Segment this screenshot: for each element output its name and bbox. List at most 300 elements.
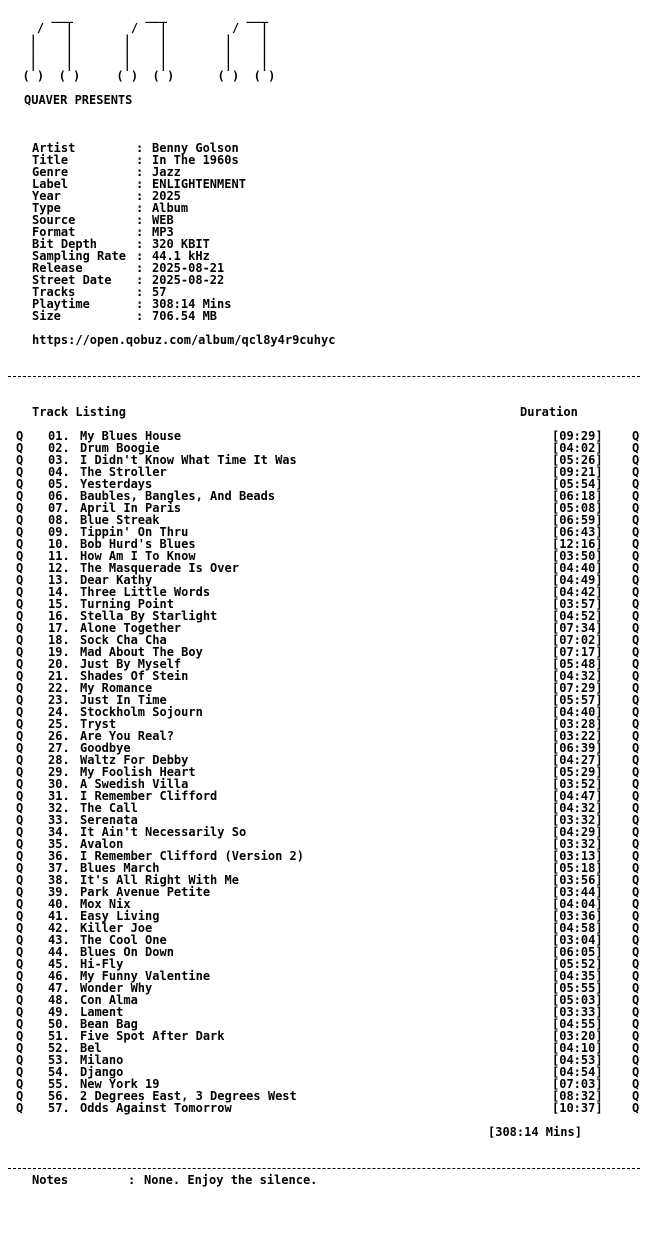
track-duration: [04:29] (552, 825, 603, 839)
info-value: 2025-08-21 (152, 261, 225, 275)
track-marker-left: Q (16, 1065, 24, 1079)
info-value: Album (152, 201, 189, 215)
track-number: 51. (48, 1029, 70, 1043)
track-marker-right: Q (632, 801, 640, 815)
notes-value: None. Enjoy the silence. (144, 1173, 318, 1187)
track-marker-right: Q (632, 825, 640, 839)
track-marker-left: Q (16, 441, 24, 455)
track-number: 52. (48, 1041, 70, 1055)
track-duration: [04:04] (552, 897, 603, 911)
track-title: I Remember Clifford (80, 789, 218, 803)
track-title: Milano (80, 1053, 124, 1067)
track-marker-left: Q (16, 585, 24, 599)
track-number: 02. (48, 441, 70, 455)
track-marker-right: Q (632, 753, 640, 767)
info-colon: : (136, 225, 144, 239)
track-marker-left: Q (16, 525, 24, 539)
track-number: 32. (48, 801, 70, 815)
track-number: 31. (48, 789, 70, 803)
track-number: 13. (48, 573, 70, 587)
track-title: It's All Right With Me (80, 873, 239, 887)
track-duration: [04:27] (552, 753, 603, 767)
track-duration: [04:55] (552, 1017, 603, 1031)
info-label: Size (32, 309, 61, 323)
track-marker-left: Q (16, 909, 24, 923)
track-title: Avalon (80, 837, 124, 851)
track-duration: [03:56] (552, 873, 603, 887)
track-duration: [04:49] (552, 573, 603, 587)
info-value: Benny Golson (152, 141, 239, 155)
track-number: 12. (48, 561, 70, 575)
track-marker-left: Q (16, 849, 24, 863)
track-marker-right: Q (632, 597, 640, 611)
track-duration: [07:17] (552, 645, 603, 659)
track-title: Park Avenue Petite (80, 885, 211, 899)
info-value: ENLIGHTENMENT (152, 177, 246, 191)
track-number: 53. (48, 1053, 70, 1067)
track-title: Blue Streak (80, 513, 160, 527)
info-row (8, 142, 644, 154)
track-number: 54. (48, 1065, 70, 1079)
info-row (8, 178, 644, 190)
track-marker-left: Q (16, 981, 24, 995)
info-value: 320 KBIT (152, 237, 210, 251)
info-value: Jazz (152, 165, 181, 179)
track-title: Blues On Down (80, 945, 174, 959)
total-duration-row (8, 1126, 644, 1138)
track-marker-left: Q (16, 477, 24, 491)
track-duration: [03:52] (552, 777, 603, 791)
track-number: 49. (48, 1005, 70, 1019)
info-row (8, 310, 644, 322)
separator-line (8, 1162, 644, 1174)
track-number: 45. (48, 957, 70, 971)
track-marker-right: Q (632, 741, 640, 755)
track-duration: [06:18] (552, 489, 603, 503)
track-duration: [12:16] (552, 537, 603, 551)
track-marker-right: Q (632, 933, 640, 947)
track-marker-right: Q (632, 633, 640, 647)
track-marker-right: Q (632, 1029, 640, 1043)
info-colon: : (136, 297, 144, 311)
track-duration: [03:20] (552, 1029, 603, 1043)
total-duration: [308:14 Mins] (488, 1125, 582, 1139)
track-title: Django (80, 1065, 124, 1079)
track-marker-right: Q (632, 585, 640, 599)
track-title: Serenata (80, 813, 138, 827)
track-duration: [05:48] (552, 657, 603, 671)
track-duration: [10:37] (552, 1101, 603, 1115)
track-duration: [05:18] (552, 861, 603, 875)
track-marker-left: Q (16, 801, 24, 815)
track-marker-right: Q (632, 453, 640, 467)
track-marker-right: Q (632, 861, 640, 875)
duration-heading: Duration (520, 405, 578, 419)
track-duration: [04:32] (552, 669, 603, 683)
track-title: The Stroller (80, 465, 167, 479)
track-marker-right: Q (632, 1089, 640, 1103)
track-marker-right: Q (632, 1053, 640, 1067)
info-colon: : (136, 309, 144, 323)
track-list (8, 430, 644, 1114)
track-marker-left: Q (16, 693, 24, 707)
track-duration: [03:33] (552, 1005, 603, 1019)
track-duration: [04:47] (552, 789, 603, 803)
track-duration: [03:32] (552, 813, 603, 827)
track-duration: [05:03] (552, 993, 603, 1007)
track-duration: [05:52] (552, 957, 603, 971)
track-number: 41. (48, 909, 70, 923)
track-title: The Cool One (80, 933, 167, 947)
track-number: 48. (48, 993, 70, 1007)
track-marker-right: Q (632, 573, 640, 587)
track-title: Stella By Starlight (80, 609, 218, 623)
track-marker-right: Q (632, 489, 640, 503)
info-label: Source (32, 213, 76, 227)
track-marker-left: Q (16, 813, 24, 827)
info-row (8, 190, 644, 202)
track-marker-left: Q (16, 765, 24, 779)
track-duration: [03:22] (552, 729, 603, 743)
track-marker-left: Q (16, 633, 24, 647)
track-marker-left: Q (16, 561, 24, 575)
track-title: My Blues House (80, 429, 182, 443)
release-info (8, 142, 644, 322)
info-colon: : (136, 261, 144, 275)
track-number: 22. (48, 681, 70, 695)
track-marker-right: Q (632, 621, 640, 635)
track-marker-left: Q (16, 657, 24, 671)
track-marker-left: Q (16, 621, 24, 635)
track-number: 42. (48, 921, 70, 935)
track-marker-left: Q (16, 777, 24, 791)
info-row (8, 286, 644, 298)
info-label: Release (32, 261, 83, 275)
track-title: Shades Of Stein (80, 669, 189, 683)
track-duration: [05:08] (552, 501, 603, 515)
track-title: Con Alma (80, 993, 138, 1007)
track-marker-right: Q (632, 1041, 640, 1055)
track-number: 39. (48, 885, 70, 899)
track-marker-right: Q (632, 885, 640, 899)
track-number: 10. (48, 537, 70, 551)
track-marker-right: Q (632, 1101, 640, 1115)
track-title: Tryst (80, 717, 117, 731)
track-title: Turning Point (80, 597, 174, 611)
track-title: Just By Myself (80, 657, 182, 671)
track-title: Just In Time (80, 693, 167, 707)
track-number: 43. (48, 933, 70, 947)
album-url[interactable]: https://open.qobuz.com/album/qcl8y4r9cuhyc (32, 333, 336, 347)
track-number: 47. (48, 981, 70, 995)
track-duration: [07:29] (552, 681, 603, 695)
track-marker-left: Q (16, 1053, 24, 1067)
track-marker-right: Q (632, 465, 640, 479)
info-colon: : (136, 141, 144, 155)
track-marker-left: Q (16, 825, 24, 839)
track-title: The Call (80, 801, 138, 815)
info-label: Year (32, 189, 61, 203)
track-number: 44. (48, 945, 70, 959)
track-number: 36. (48, 849, 70, 863)
track-title: Mad About The Boy (80, 645, 203, 659)
track-marker-left: Q (16, 1041, 24, 1055)
track-title: A Swedish Villa (80, 777, 189, 791)
track-title: Goodbye (80, 741, 131, 755)
track-number: 33. (48, 813, 70, 827)
track-number: 08. (48, 513, 70, 527)
track-number: 30. (48, 777, 70, 791)
separator-line (8, 370, 644, 382)
track-title: Alone Together (80, 621, 182, 635)
track-title: April In Paris (80, 501, 182, 515)
track-number: 15. (48, 597, 70, 611)
info-value: 44.1 kHz (152, 249, 210, 263)
track-title: My Foolish Heart (80, 765, 196, 779)
track-number: 56. (48, 1089, 70, 1103)
track-marker-left: Q (16, 741, 24, 755)
notes-colon: : (128, 1173, 136, 1187)
logo-line: / | / | / | (8, 21, 269, 35)
track-number: 38. (48, 873, 70, 887)
track-title: Bean Bag (80, 1017, 138, 1031)
track-marker-left: Q (16, 789, 24, 803)
track-marker-right: Q (632, 945, 640, 959)
track-duration: [09:29] (552, 429, 603, 443)
track-marker-right: Q (632, 897, 640, 911)
info-row (8, 214, 644, 226)
track-duration: [05:57] (552, 693, 603, 707)
info-label: Format (32, 225, 76, 239)
track-marker-right: Q (632, 525, 640, 539)
track-duration: [07:34] (552, 621, 603, 635)
track-marker-right: Q (632, 705, 640, 719)
track-marker-left: Q (16, 717, 24, 731)
track-title: Mox Nix (80, 897, 131, 911)
info-label: Artist (32, 141, 76, 155)
track-title: Lament (80, 1005, 124, 1019)
info-colon: : (136, 189, 144, 203)
track-duration: [04:58] (552, 921, 603, 935)
info-label: Genre (32, 165, 69, 179)
info-colon: : (136, 213, 144, 227)
info-row (8, 226, 644, 238)
track-marker-right: Q (632, 549, 640, 563)
nfo-document (8, 10, 644, 1186)
track-marker-right: Q (632, 477, 640, 491)
info-colon: : (136, 201, 144, 215)
track-title: I Remember Clifford (Version 2) (80, 849, 304, 863)
info-value: In The 1960s (152, 153, 239, 167)
track-title: New York 19 (80, 1077, 160, 1091)
track-marker-left: Q (16, 1005, 24, 1019)
track-duration: [05:29] (552, 765, 603, 779)
info-row (8, 202, 644, 214)
info-value: 2025 (152, 189, 181, 203)
track-duration: [04:35] (552, 969, 603, 983)
track-title: Three Little Words (80, 585, 211, 599)
track-marker-left: Q (16, 837, 24, 851)
track-number: 23. (48, 693, 70, 707)
track-marker-right: Q (632, 609, 640, 623)
track-marker-right: Q (632, 681, 640, 695)
track-title: My Funny Valentine (80, 969, 211, 983)
track-marker-right: Q (632, 957, 640, 971)
track-marker-right: Q (632, 813, 640, 827)
info-row (8, 154, 644, 166)
track-marker-right: Q (632, 561, 640, 575)
track-marker-right: Q (632, 873, 640, 887)
track-duration: [04:02] (552, 441, 603, 455)
track-title: Yesterdays (80, 477, 153, 491)
track-row (8, 1102, 644, 1114)
track-marker-left: Q (16, 921, 24, 935)
track-marker-right: Q (632, 513, 640, 527)
track-duration: [07:02] (552, 633, 603, 647)
track-marker-left: Q (16, 729, 24, 743)
track-duration: [03:50] (552, 549, 603, 563)
track-duration: [06:43] (552, 525, 603, 539)
track-marker-left: Q (16, 429, 24, 443)
info-label: Label (32, 177, 69, 191)
track-number: 05. (48, 477, 70, 491)
track-number: 24. (48, 705, 70, 719)
track-title: I Didn't Know What Time It Was (80, 453, 297, 467)
track-marker-right: Q (632, 921, 640, 935)
track-title: Baubles, Bangles, And Beads (80, 489, 276, 503)
track-marker-left: Q (16, 489, 24, 503)
track-marker-left: Q (16, 933, 24, 947)
track-marker-right: Q (632, 1077, 640, 1091)
track-duration: [09:21] (552, 465, 603, 479)
track-title: Tippin' On Thru (80, 525, 189, 539)
track-row (8, 1030, 644, 1042)
track-marker-left: Q (16, 669, 24, 683)
track-number: 50. (48, 1017, 70, 1031)
track-title: Drum Boogie (80, 441, 160, 455)
logo-ascii-art (8, 10, 644, 82)
track-marker-right: Q (632, 969, 640, 983)
track-duration: [03:13] (552, 849, 603, 863)
track-marker-left: Q (16, 897, 24, 911)
track-marker-left: Q (16, 1089, 24, 1103)
track-marker-right: Q (632, 441, 640, 455)
track-marker-left: Q (16, 513, 24, 527)
track-marker-left: Q (16, 465, 24, 479)
track-marker-left: Q (16, 705, 24, 719)
track-duration: [07:03] (552, 1077, 603, 1091)
track-marker-left: Q (16, 597, 24, 611)
track-marker-right: Q (632, 669, 640, 683)
track-listing-heading: Track Listing (32, 405, 126, 419)
info-colon: : (136, 177, 144, 191)
info-row (8, 298, 644, 310)
track-marker-left: Q (16, 945, 24, 959)
logo-line: | | | | | | (8, 33, 269, 47)
track-marker-left: Q (16, 957, 24, 971)
track-duration: [04:42] (552, 585, 603, 599)
logo-line: | | | | | | (8, 45, 269, 59)
track-marker-left: Q (16, 885, 24, 899)
track-marker-right: Q (632, 909, 640, 923)
track-duration: [04:32] (552, 801, 603, 815)
track-marker-right: Q (632, 1065, 640, 1079)
track-marker-right: Q (632, 645, 640, 659)
logo-line: ( ) ( ) ( ) ( ) ( ) ( ) (8, 69, 276, 83)
track-number: 18. (48, 633, 70, 647)
track-number: 46. (48, 969, 70, 983)
track-number: 14. (48, 585, 70, 599)
track-number: 26. (48, 729, 70, 743)
track-number: 37. (48, 861, 70, 875)
track-listing-header (8, 406, 644, 418)
track-marker-left: Q (16, 1029, 24, 1043)
track-title: Killer Joe (80, 921, 153, 935)
track-duration: [03:32] (552, 837, 603, 851)
info-value: 57 (152, 285, 167, 299)
track-marker-left: Q (16, 501, 24, 515)
track-duration: [03:04] (552, 933, 603, 947)
track-marker-right: Q (632, 729, 640, 743)
track-title: Sock Cha Cha (80, 633, 167, 647)
track-duration: [08:32] (552, 1089, 603, 1103)
track-number: 55. (48, 1077, 70, 1091)
track-marker-right: Q (632, 537, 640, 551)
track-number: 17. (48, 621, 70, 635)
track-number: 40. (48, 897, 70, 911)
track-duration: [04:10] (552, 1041, 603, 1055)
info-value: 706.54 MB (152, 309, 218, 323)
track-number: 04. (48, 465, 70, 479)
track-duration: [04:52] (552, 609, 603, 623)
info-label: Title (32, 153, 69, 167)
track-marker-right: Q (632, 657, 640, 671)
track-title: Five Spot After Dark (80, 1029, 225, 1043)
track-marker-right: Q (632, 717, 640, 731)
track-title: It Ain't Necessarily So (80, 825, 247, 839)
track-marker-left: Q (16, 861, 24, 875)
track-title: Easy Living (80, 909, 160, 923)
track-number: 06. (48, 489, 70, 503)
track-number: 19. (48, 645, 70, 659)
track-duration: [05:54] (552, 477, 603, 491)
track-marker-left: Q (16, 537, 24, 551)
info-value: WEB (152, 213, 174, 227)
track-duration: [04:54] (552, 1065, 603, 1079)
track-number: 27. (48, 741, 70, 755)
track-marker-left: Q (16, 453, 24, 467)
track-duration: [04:40] (552, 561, 603, 575)
track-number: 25. (48, 717, 70, 731)
track-marker-left: Q (16, 1101, 24, 1115)
track-marker-right: Q (632, 765, 640, 779)
track-duration: [06:05] (552, 945, 603, 959)
track-marker-left: Q (16, 969, 24, 983)
notes-row (8, 1174, 644, 1186)
track-marker-right: Q (632, 1005, 640, 1019)
track-number: 16. (48, 609, 70, 623)
track-title: How Am I To Know (80, 549, 196, 563)
info-value: MP3 (152, 225, 174, 239)
track-marker-right: Q (632, 981, 640, 995)
track-duration: [05:26] (552, 453, 603, 467)
track-number: 29. (48, 765, 70, 779)
track-duration: [03:28] (552, 717, 603, 731)
track-number: 20. (48, 657, 70, 671)
track-number: 21. (48, 669, 70, 683)
info-value: 2025-08-22 (152, 273, 225, 287)
track-duration: [04:53] (552, 1053, 603, 1067)
